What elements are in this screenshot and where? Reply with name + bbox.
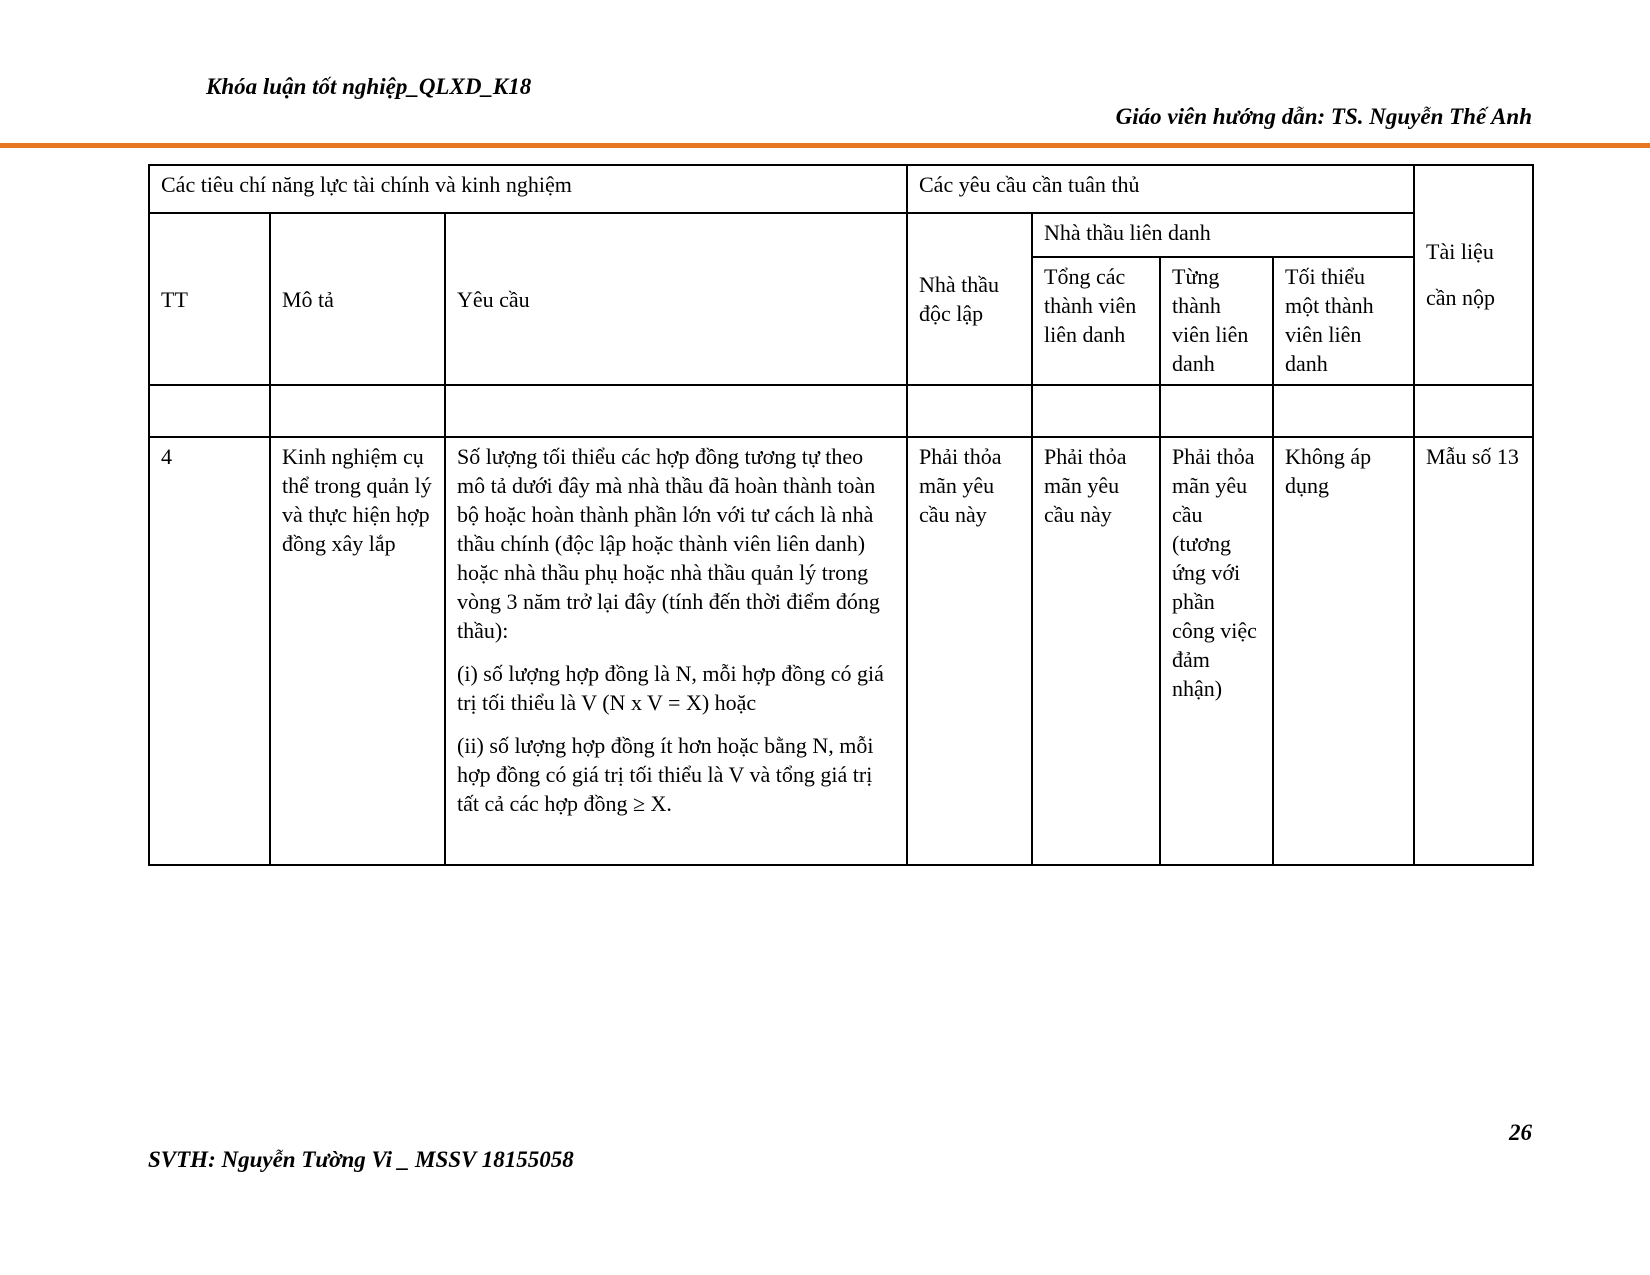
empty-cell xyxy=(445,385,907,437)
row-tt: 4 xyxy=(149,437,270,865)
empty-cell xyxy=(907,385,1032,437)
row-independent: Phải thỏa mãn yêu cầu này xyxy=(907,437,1032,865)
row-documents: Mẫu số 13 xyxy=(1414,437,1533,865)
empty-row xyxy=(149,385,1533,437)
col-header-tt: TT xyxy=(149,213,270,385)
col-header-independent-contractor: Nhà thầu độc lập xyxy=(907,213,1032,385)
criteria-table xyxy=(148,164,1534,866)
header-advisor: Giáo viên hướng dẫn: TS. Nguyễn Thế Anh xyxy=(1115,104,1532,129)
col-header-documents xyxy=(1414,165,1533,385)
requirement-intro: Số lượng tối thiểu các hợp đồng tương tự theo mô tả dưới đây mà nhà thầu đã hoàn thành toàn bộ hoặc hoàn thành phần lớn với tư cách là nhà thầu chính (độc lập hoặc thành viên liên danh) hoặc nhà thầu phụ hoặc nhà thầu quản lý trong vòng 3 năm trở lại đây (tính đến thời điểm đóng thầu): xyxy=(457,444,880,643)
empty-cell xyxy=(1414,385,1533,437)
col-header-at-least-one-member: Tối thiểu một thành viên liên danh xyxy=(1273,257,1414,385)
row-each-member: Phải thỏa mãn yêu cầu (tương ứng với phần công việc đảm nhận) xyxy=(1160,437,1273,865)
header-divider xyxy=(0,143,1650,148)
empty-cell xyxy=(1032,385,1160,437)
footer-student-info: SVTH: Nguyễn Tường Vi _ MSSV 18155058 xyxy=(148,1147,574,1172)
col-header-description: Mô tả xyxy=(270,213,445,385)
empty-cell xyxy=(270,385,445,437)
col-header-each-member: Từng thành viên liên danh xyxy=(1160,257,1273,385)
page-number: 26 xyxy=(1509,1120,1532,1145)
col-header-joint-venture: Nhà thầu liên danh xyxy=(1032,213,1414,257)
requirement-option-ii: (ii) số lượng hợp đồng ít hơn hoặc bằng N, mỗi hợp đồng có giá trị tối thiểu là V và tổng giá trị tất cả các hợp đồng ≥ X. xyxy=(457,733,874,816)
empty-cell xyxy=(149,385,270,437)
group-header-criteria: Các tiêu chí năng lực tài chính và kinh nghiệm xyxy=(149,165,907,213)
empty-cell xyxy=(1273,385,1414,437)
row-requirement xyxy=(445,437,907,865)
group-header-requirements: Các yêu cầu cần tuân thủ xyxy=(907,165,1414,213)
col-header-documents-label: Tài liệu cần nộp xyxy=(1426,239,1496,310)
header-thesis-title: Khóa luận tốt nghiệp_QLXD_K18 xyxy=(206,74,532,99)
col-header-requirement: Yêu cầu xyxy=(445,213,907,385)
col-header-all-members: Tổng các thành viên liên danh xyxy=(1032,257,1160,385)
row-all-members: Phải thỏa mãn yêu cầu này xyxy=(1032,437,1160,865)
empty-cell xyxy=(1160,385,1273,437)
table-row xyxy=(149,437,1533,865)
row-at-least-one: Không áp dụng xyxy=(1273,437,1414,865)
row-description: Kinh nghiệm cụ thể trong quản lý và thực hiện hợp đồng xây lắp xyxy=(270,437,445,865)
requirement-option-i: (i) số lượng hợp đồng là N, mỗi hợp đồng có giá trị tối thiểu là V (N x V = X) hoặc xyxy=(457,661,884,715)
